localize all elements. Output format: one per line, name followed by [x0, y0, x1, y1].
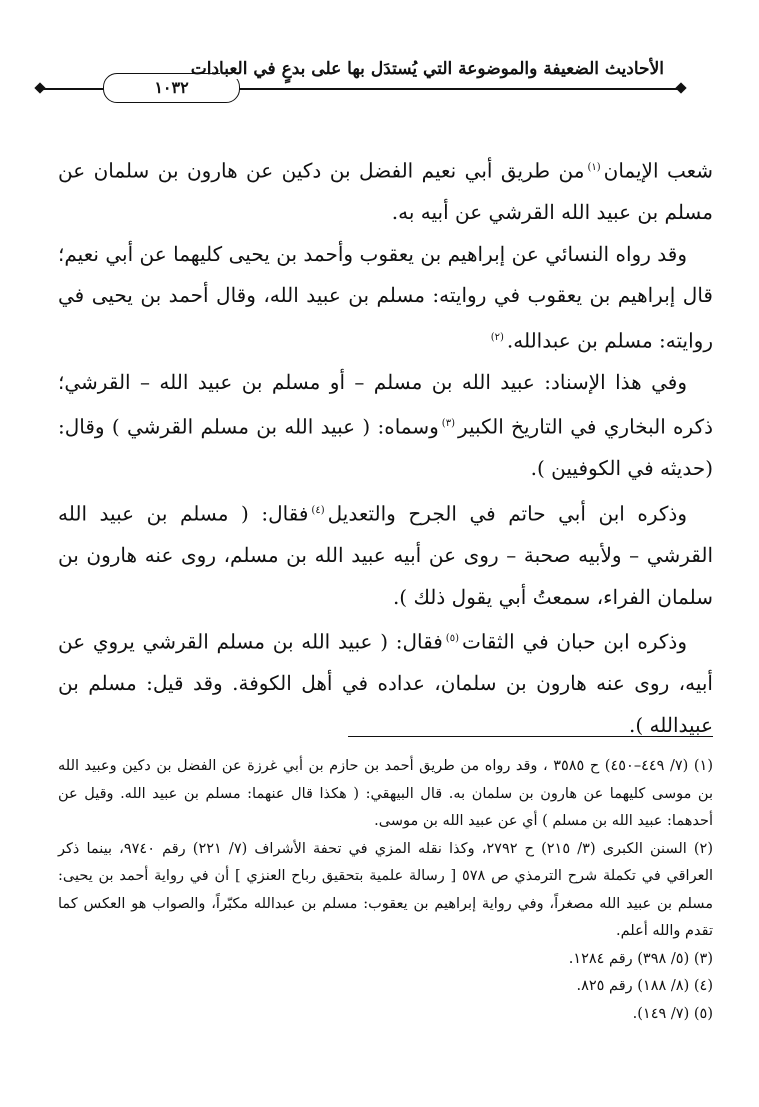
paragraph-2: [58, 234, 713, 362]
footnote-ref-1: (١): [587, 162, 601, 173]
footnote-ref-3: (٣): [441, 418, 455, 430]
diamond-ornament-left: [34, 82, 45, 93]
footnote-ref-5: (٥): [445, 633, 459, 645]
book-title: الأحاديث الضعيفة والموضوعة التي يُستدَل بها على بدعٍ في العبادات: [220, 59, 668, 79]
paragraph-1-text-a: شعب الإيمان: [603, 158, 713, 183]
footnote-4: (٤) (٨/ ١٨٨) رقم ٨٢٥.: [576, 978, 713, 994]
page-number: ١٠٣٢: [103, 73, 240, 103]
diamond-ornament-right: [675, 82, 686, 93]
paragraph-5-text-a: وذكره ابن حبان في الثقات: [461, 629, 688, 654]
footnote-3: (٣) (٥/ ٣٩٨) رقم ١٢٨٤.: [568, 950, 713, 967]
paragraph-1-text-b: من طريق أبي نعيم الفضل بن دكين عن هارون بن سلمان عن مسلم بن عبيد الله القرشي عن أبيه به.: [58, 158, 713, 225]
paragraph-5-text-b: فقال: ( عبيد الله بن مسلم القرشي يروي عن أبيه، روى عنه هارون بن سلمان، عداده في أهل الكوفة. وقد قيل: مسلم بن عبيدالله ).: [58, 629, 713, 737]
paragraph-3: [58, 362, 713, 490]
paragraph-1: [58, 147, 713, 234]
paragraph-2-text-a: وقد رواه النسائي عن إبراهيم بن يعقوب وأحمد بن يحيى كليهما عن أبي نعيم؛ قال إبراهيم بن يعقوب في روايته: مسلم بن عبيد الله، وقال أحمد بن يحيى في روايته: مسلم بن عبدالله.: [58, 241, 713, 353]
footnote-ref-2: (٢): [490, 331, 504, 343]
footnotes: [58, 753, 713, 1028]
paragraph-5: [58, 618, 713, 746]
main-text: [58, 147, 713, 746]
footnote-ref-4: (٤): [311, 504, 325, 516]
footnote-5: (٥) (٧/ ١٤٩).: [632, 1005, 713, 1022]
paragraph-3-text-b: وسماه: ( عبيد الله بن مسلم القرشي ) وقال: (حديثه في الكوفيين ).: [58, 414, 713, 481]
page-header: [38, 58, 683, 108]
paragraph-4-text-a: وذكره ابن أبي حاتم في الجرح والتعديل: [327, 501, 687, 526]
footnote-1: (١) (٧/ ٤٤٩–٤٥٠) ح ٣٥٨٥ ، وقد رواه من طريق أحمد بن حازم بن أبي غرزة عن الفضل بن دكين وعبيد الله بن موسى كليهما عن هارون بن سلمان به. قال البيهقي: ( هكذا قال عنهما: مسلم بن عبيد الله. وقيل عن أحدهما: عبيد الله بن مسلم ) أي عن عبيد الله بن موسى.: [58, 758, 713, 829]
paragraph-4: [58, 490, 713, 618]
paragraph-3-text-a: وفي هذا الإسناد: عبيد الله بن مسلم – أو مسلم بن عبيد الله – القرشي؛ ذكره البخاري في التاريخ الكبير: [58, 369, 714, 439]
paragraph-4-text-b: فقال: ( مسلم بن عبيد الله القرشي – ولأبيه صحبة – روى عن أبيه عبيد الله بن مسلم، روى عنه هارون بن سلمان الفراء، سمعتُ أبي يقول ذلك ).: [58, 501, 713, 609]
footnote-2: (٢) السنن الكبرى (٣/ ٢١٥) ح ٢٧٩٢، وكذا نقله المزي في تحفة الأشراف (٧/ ٢٢١) رقم ٩٧٤٠، بينما ذكر العراقي في تكملة شرح الترمذي ص ٥٧٨ [ رسالة علمية بتحقيق رباح العنزي ] أن في رواية أحمد بن يحيى: مسلم بن عبيد الله مصغراً، وفي رواية إبراهيم بن يعقوب: مسلم بن عبدالله مكبّراً، والصواب هو العكس كما تقدم والله أعلم.: [58, 840, 714, 939]
footnote-separator: [348, 736, 713, 737]
